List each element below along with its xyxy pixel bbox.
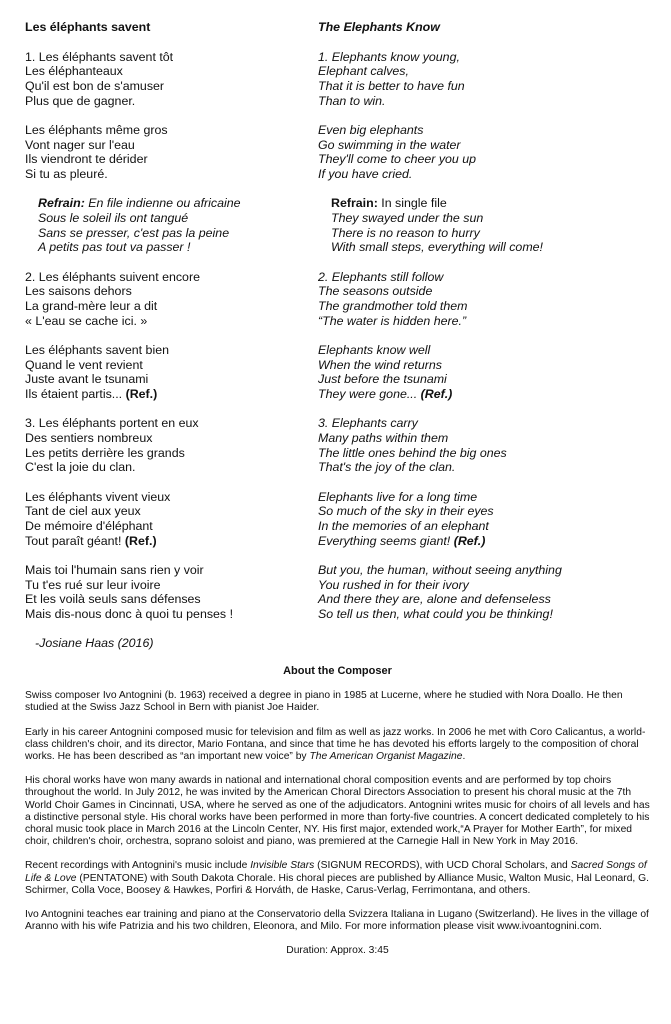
lyric-line: Many paths within them [318, 430, 449, 445]
french-stanza-6 [25, 490, 305, 549]
lyric-line: 3. Elephants carry [318, 416, 418, 431]
lyric-line [38, 196, 305, 211]
lyric-line: De mémoire d'éléphant [25, 518, 153, 533]
duration: Duration: Approx. 3:45 [286, 945, 389, 957]
lyric-line: The grandmother told them [318, 299, 468, 314]
lyric-line: Les petits derrière les grands [25, 445, 185, 460]
lyric-line: « L'eau se cache ici. » [25, 313, 148, 328]
ref-tag: (Ref.) [124, 533, 157, 548]
lyric-line: La grand-mère leur a dit [25, 299, 158, 314]
french-refrain [38, 196, 305, 255]
bio-text: (PENTATONE) with South Dakota Chorale. His choral pieces are published by Alliance Music, Walton Music, Hal Leonard, G. Schirmer, Colla Voce, Boosey & Hawkes, Porfiri & Horváth, de Haske, Carus-Verlag, Ferrimontana, and others. [25, 872, 650, 896]
lyric-text: Everything seems giant! [318, 533, 451, 548]
bio-text: Early in his career Antognini composed music for television and film as well as jazz works. In 2006 he met with Coro Calicantus, a world-class children's choir, and its director, Mario Fontana, and since that time he has devoted his efforts largely to the composition of choral works. He has been described as “an important new voice” by [25, 726, 646, 763]
french-stanza-7 [25, 563, 305, 622]
lyric-line [331, 196, 658, 211]
lyric-line: Les éléphanteaux [25, 64, 123, 79]
french-lyrics-column [25, 20, 305, 636]
french-stanza-2 [25, 123, 305, 182]
lyric-text: They were gone... [318, 387, 418, 402]
lyric-line: Mais dis-nous donc à quoi tu penses ! [25, 607, 234, 621]
bio-text: Recent recordings with Antognini's music include [25, 860, 251, 872]
lyric-line: You rushed in for their ivory [318, 577, 469, 592]
lyric-line: That's the joy of the clan. [318, 460, 456, 475]
lyric-line: The little ones behind the big ones [318, 445, 507, 460]
bio-paragraph-2 [25, 727, 650, 764]
french-title: Les éléphants savent [25, 20, 151, 34]
lyric-line: Just before the tsunami [318, 372, 447, 387]
english-stanza-4 [318, 343, 658, 402]
lyric-line: Les éléphants vivent vieux [25, 489, 171, 504]
lyric-line: 3. Les éléphants portent en eux [25, 416, 199, 431]
about-heading: About the Composer [283, 665, 392, 677]
lyric-line: Les éléphants même gros [25, 123, 168, 138]
bio-paragraph-1: Swiss composer Ivo Antognini (b. 1963) received a degree in piano in 1985 at Lucerne, where he studied with Nora Doallo. He then studied at the Swiss Jazz School in Bern with pianist Joe Haider. [25, 690, 623, 714]
english-lyrics-column [318, 20, 658, 636]
ref-tag: (Ref.) [453, 533, 486, 548]
lyric-line: That it is better to have fun [318, 79, 465, 94]
about-composer-section [25, 665, 650, 958]
lyric-text: Tout paraît géant! [25, 533, 122, 548]
lyric-line: They'll come to cheer you up [318, 152, 477, 167]
refrain-first-line: In single file [381, 196, 447, 211]
bio-paragraph-3: His choral works have won many awards in national and international choral composition events and are performed by top choirs throughout the world. In July 2012, he was invited by the American Choral Directors Association to present his choral music at the 7th World Choir Games in Cincinnati, USA, where he served as one of the adjudicators. Antognini writes music for choirs of all levels and has a distinctive personal style. His choral works have been performed in more than forty-five countries. A concert dedicated completely to his choral music took place in March 2016 at the Lincoln Center, NY. His first major, extended work,“A Prayer for Mother Earth”, for mixed choir, children's choir, orchestra, soprano soloist and piano, was premiered at the Carnegie Hall in New York in May 2016. [25, 775, 650, 848]
refrain-label: Refrain: [331, 196, 378, 211]
lyric-line [318, 387, 658, 402]
lyric-line: Elephants know well [318, 342, 431, 357]
lyric-line: Tant de ciel aux yeux [25, 504, 141, 519]
lyric-line: Si tu as pleuré. [25, 167, 108, 182]
bio-text: (SIGNUM RECORDS), with UCD Choral Scholars, and [314, 860, 571, 872]
lyric-line: 2. Elephants still follow [318, 269, 444, 284]
lyric-line: Les saisons dehors [25, 284, 132, 299]
french-stanza-4 [25, 343, 305, 402]
lyric-line: Mais toi l'humain sans rien y voir [25, 562, 204, 577]
lyric-line: The seasons outside [318, 284, 433, 299]
album-title: Invisible Stars [250, 860, 315, 872]
lyric-line: So much of the sky in their eyes [318, 504, 494, 519]
lyric-line: So tell us then, what could you be thinking! [318, 607, 553, 621]
refrain-label: Refrain: [38, 196, 85, 211]
lyric-line: A petits pas tout va passer ! [38, 240, 191, 255]
lyric-line: If you have cried. [318, 167, 413, 182]
lyric-line: Plus que de gagner. [25, 93, 136, 108]
lyric-line: Sans se presser, c'est pas la peine [38, 225, 230, 240]
english-stanza-2 [318, 123, 658, 182]
lyric-line: They swayed under the sun [331, 211, 484, 226]
album-title: Sacred Songs of Life & Love [25, 860, 647, 884]
lyric-line: Des sentiers nombreux [25, 430, 153, 445]
lyric-line: In the memories of an elephant [318, 518, 489, 533]
english-title: The Elephants Know [318, 20, 440, 34]
lyric-line: Sous le soleil ils ont tangué [38, 211, 189, 226]
lyric-line: C'est la joie du clan. [25, 460, 136, 475]
lyric-line: Qu'il est bon de s'amuser [25, 79, 165, 94]
french-stanza-3 [25, 270, 305, 329]
lyric-line: Than to win. [318, 93, 386, 108]
lyric-line: Go swimming in the water [318, 137, 461, 152]
lyric-line: Even big elephants [318, 123, 424, 138]
english-stanza-6 [318, 490, 658, 549]
lyric-line: Ils viendront te dérider [25, 152, 148, 167]
lyric-line: 1. Les éléphants savent tôt [25, 49, 174, 64]
lyric-line: Et les voilà seuls sans défenses [25, 592, 201, 607]
lyric-line [25, 387, 305, 402]
lyric-line: 1. Elephants know young, [318, 49, 460, 64]
lyric-line: Quand le vent revient [25, 357, 143, 372]
lyric-line: Elephant calves, [318, 64, 409, 79]
french-stanza-1 [25, 50, 305, 109]
lyric-text: Ils étaient partis... [25, 387, 123, 402]
lyric-line: Elephants live for a long time [318, 489, 478, 504]
lyric-line: With small steps, everything will come! [331, 240, 543, 255]
magazine-title: The American Organist Magazine [309, 751, 463, 763]
english-stanza-3 [318, 270, 658, 329]
refrain-first-line: En file indienne ou africaine [88, 196, 241, 211]
english-stanza-1 [318, 50, 658, 109]
lyric-line: “The water is hidden here.” [318, 313, 467, 328]
english-refrain [331, 196, 658, 255]
lyric-line: When the wind returns [318, 357, 442, 372]
ref-tag: (Ref.) [125, 387, 158, 402]
lyric-line: 2. Les éléphants suivent encore [25, 269, 200, 284]
lyric-line [318, 534, 658, 549]
lyric-line: And there they are, alone and defenseless [318, 592, 551, 607]
lyric-line [25, 534, 305, 549]
english-stanza-7 [318, 563, 658, 622]
lyric-line: Les éléphants savent bien [25, 342, 169, 357]
english-stanza-5 [318, 416, 658, 475]
bio-paragraph-4 [25, 860, 650, 897]
lyricist-credit: -Josiane Haas (2016) [35, 636, 154, 650]
bio-text: . [462, 751, 466, 763]
ref-tag: (Ref.) [420, 387, 453, 402]
lyric-line: Juste avant le tsunami [25, 372, 149, 387]
lyric-line: Vont nager sur l'eau [25, 137, 135, 152]
lyric-line: There is no reason to hurry [331, 225, 480, 240]
bio-paragraph-5: Ivo Antognini teaches ear training and piano at the Conservatorio della Svizzera Italiana in Lugano (Switzerland). He lives in the village of Aranno with his wife Patrizia and his two children, Eleonora, and Milo. For more information please visit www.ivoantognini.com. [25, 909, 649, 933]
french-stanza-5 [25, 416, 305, 475]
lyric-line: But you, the human, without seeing anything [318, 562, 562, 577]
lyric-line: Tu t'es rué sur leur ivoire [25, 577, 161, 592]
